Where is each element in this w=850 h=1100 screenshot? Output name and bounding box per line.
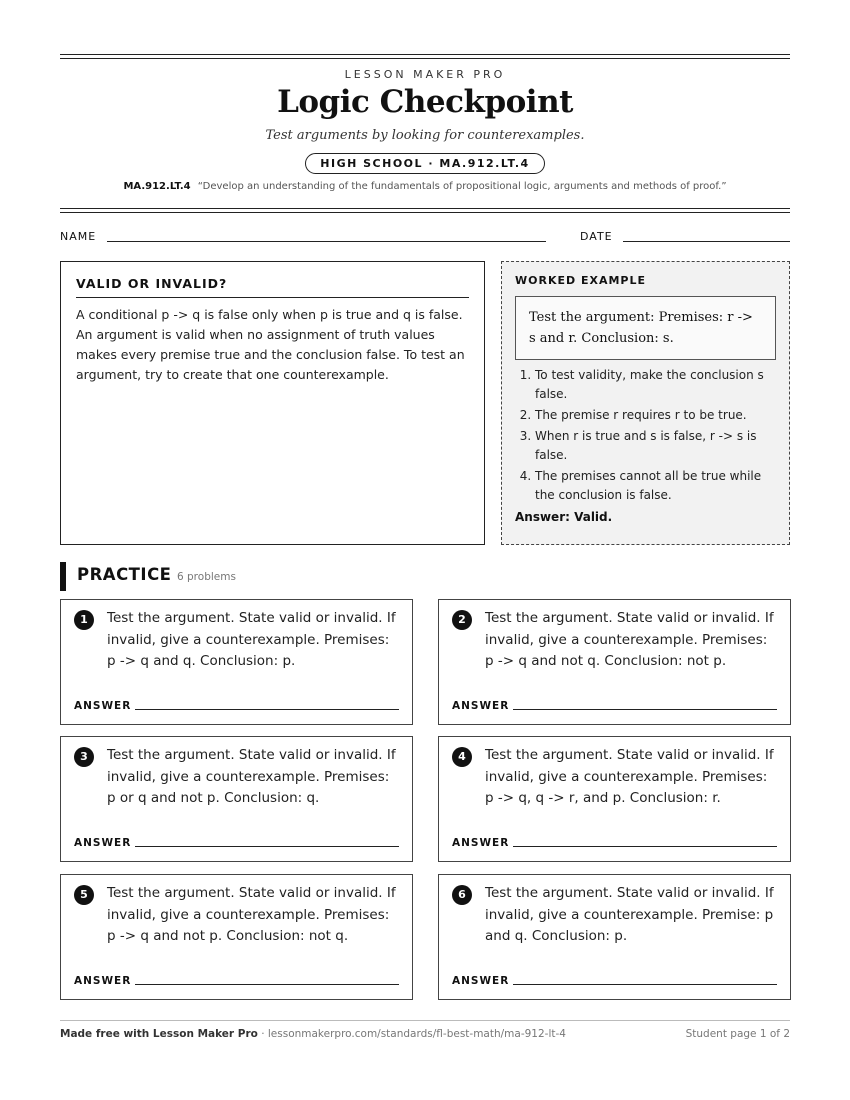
answer-label: ANSWER bbox=[452, 837, 510, 849]
name-field-line[interactable] bbox=[107, 241, 546, 242]
worked-example-answer: Answer: Valid. bbox=[515, 510, 613, 524]
worked-step: 1. To test validity, make the conclusion s false. bbox=[535, 366, 776, 404]
practice-count: 6 problems bbox=[177, 571, 236, 583]
problem-prompt: Test the argument. State valid or invalid. If invalid, give a counterexample. Premise: p and q. Conclusion: p. bbox=[485, 885, 774, 944]
standard-text: “Develop an understanding of the fundamentals of propositional logic, arguments and methods of proof.” bbox=[197, 181, 727, 192]
level-badge-row bbox=[60, 152, 790, 174]
practice-title: PRACTICE bbox=[77, 565, 172, 584]
top-double-rule bbox=[60, 54, 790, 59]
footer-url[interactable]: · lessonmakerpro.com/standards/fl-best-math/ma-912-lt-4 bbox=[257, 1028, 566, 1040]
worked-step: 3. When r is true and s is false, r -> s is false. bbox=[535, 427, 776, 465]
worked-example-title: WORKED EXAMPLE bbox=[515, 274, 646, 287]
name-label: NAME bbox=[60, 230, 97, 243]
problem-prompt: Test the argument. State valid or invalid. If invalid, give a counterexample. Premises: p -> q and not p. Conclusion: not q. bbox=[107, 885, 396, 944]
worked-example-panel bbox=[501, 261, 790, 545]
date-label: DATE bbox=[580, 230, 613, 243]
page-title: Logic Checkpoint bbox=[277, 84, 573, 120]
answer-line[interactable] bbox=[513, 709, 777, 710]
answer-line[interactable] bbox=[513, 846, 777, 847]
brand-name: LESSON MAKER PRO bbox=[344, 68, 506, 81]
footer-page-number: Student page 1 of 2 bbox=[685, 1028, 790, 1040]
problem-card-1 bbox=[60, 599, 413, 725]
problem-number: 4 bbox=[452, 747, 472, 767]
level-badge: HIGH SCHOOL · MA.912.LT.4 bbox=[305, 153, 544, 174]
problem-prompt: Test the argument. State valid or invalid. If invalid, give a counterexample. Premises: p -> q and not q. Conclusion: not p. bbox=[485, 610, 774, 669]
footer-made-with: Made free with Lesson Maker Pro bbox=[60, 1028, 258, 1040]
answer-label: ANSWER bbox=[74, 975, 132, 987]
practice-accent-bar bbox=[60, 562, 66, 591]
problem-card-2 bbox=[438, 599, 791, 725]
problem-number: 1 bbox=[74, 610, 94, 630]
footer-credit bbox=[60, 1028, 566, 1040]
worked-step: 2. The premise r requires r to be true. bbox=[535, 406, 776, 425]
page-subtitle: Test arguments by looking for counterexamples. bbox=[265, 128, 585, 143]
answer-line[interactable] bbox=[135, 846, 399, 847]
problem-number: 3 bbox=[74, 747, 94, 767]
problem-number: 2 bbox=[452, 610, 472, 630]
answer-label: ANSWER bbox=[452, 700, 510, 712]
answer-label: ANSWER bbox=[74, 700, 132, 712]
worked-example-problem: Test the argument: Premises: r -> s and r. Conclusion: s. bbox=[515, 296, 776, 360]
answer-label: ANSWER bbox=[452, 975, 510, 987]
concept-title: VALID OR INVALID? bbox=[76, 276, 469, 298]
standard-code: MA.912.LT.4 bbox=[123, 181, 191, 192]
problem-number: 5 bbox=[74, 885, 94, 905]
concept-panel bbox=[60, 261, 485, 545]
problem-number: 6 bbox=[452, 885, 472, 905]
worked-example-steps bbox=[515, 366, 776, 505]
header-bottom-double-rule bbox=[60, 208, 790, 213]
answer-label: ANSWER bbox=[74, 837, 132, 849]
date-field-line[interactable] bbox=[623, 241, 790, 242]
answer-line[interactable] bbox=[513, 984, 777, 985]
concept-body: A conditional p -> q is false only when p is true and q is false. An argument is valid when no assignment of truth values makes every premise true and the conclusion false. To test an argument, try to create that one counterexample. bbox=[76, 307, 465, 382]
problem-prompt: Test the argument. State valid or invalid. If invalid, give a counterexample. Premises: p or q and not p. Conclusion: q. bbox=[107, 747, 396, 806]
problem-card-6 bbox=[438, 874, 791, 1000]
problem-card-3 bbox=[60, 736, 413, 862]
footer-rule bbox=[60, 1020, 790, 1021]
answer-line[interactable] bbox=[135, 709, 399, 710]
problem-prompt: Test the argument. State valid or invalid. If invalid, give a counterexample. Premises: p -> q, q -> r, and p. Conclusion: r. bbox=[485, 747, 774, 806]
worked-step: 4. The premises cannot all be true while the conclusion is false. bbox=[535, 467, 776, 505]
answer-line[interactable] bbox=[135, 984, 399, 985]
problem-card-5 bbox=[60, 874, 413, 1000]
problem-prompt: Test the argument. State valid or invalid. If invalid, give a counterexample. Premises: p -> q and q. Conclusion: p. bbox=[107, 610, 396, 669]
problem-card-4 bbox=[438, 736, 791, 862]
standard-statement bbox=[60, 181, 790, 192]
